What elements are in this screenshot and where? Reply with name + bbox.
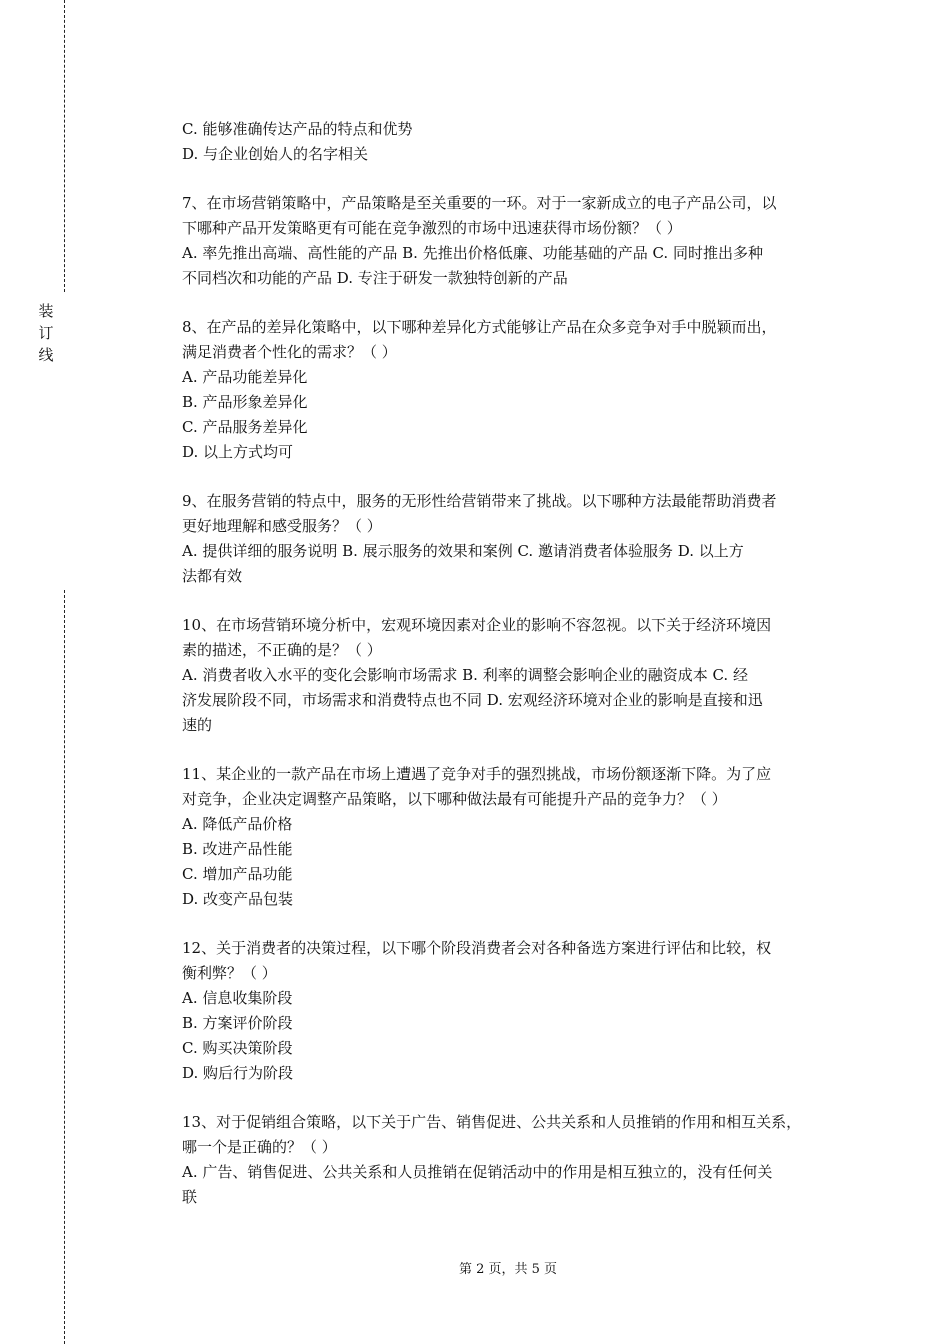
option-line: D. 以上方式均可 (182, 443, 294, 461)
option-line: A. 信息收集阶段 (182, 989, 293, 1007)
question-line: 对竞争，企业决定调整产品策略，以下哪种做法最有可能提升产品的竞争力？（ ） (182, 790, 727, 808)
question-line: 衡利弊？（ ） (182, 964, 277, 982)
option-line: C. 购买决策阶段 (182, 1039, 293, 1057)
option-line: 速的 (182, 716, 213, 734)
option-line: A. 消费者收入水平的变化会影响市场需求 B. 利率的调整会影响企业的融资成本 C. 经 (182, 666, 748, 684)
option-line: 联 (182, 1188, 198, 1206)
option-line: A. 提供详细的服务说明 B. 展示服务的效果和案例 C. 邀请消费者体验服务 D. 以上方 (182, 542, 744, 560)
question-line: 满足消费者个性化的需求？（ ） (182, 343, 397, 361)
option-line: A. 降低产品价格 (182, 815, 293, 833)
option-line: D. 改变产品包装 (182, 890, 294, 908)
binding-char: 订 (38, 324, 54, 342)
option-line: 法都有效 (182, 567, 243, 585)
option-line: A. 广告、销售促进、公共关系和人员推销在促销活动中的作用是相互独立的，没有任何关 (182, 1163, 773, 1181)
question-13 (182, 1110, 842, 1210)
question-line: 12、关于消费者的决策过程，以下哪个阶段消费者会对各种备选方案进行评估和比较，权 (182, 939, 772, 957)
question-line: 11、某企业的一款产品在市场上遭遇了竞争对手的强烈挑战，市场份额逐渐下降。为了应 (182, 765, 772, 783)
question-line: 7、在市场营销策略中，产品策略是至关重要的一环。对于一家新成立的电子产品公司，以 (182, 194, 777, 212)
option-line: C. 能够准确传达产品的特点和优势 (182, 120, 413, 138)
option-line: D. 购后行为阶段 (182, 1064, 294, 1082)
option-line: 不同档次和功能的产品 D. 专注于研发一款独特创新的产品 (182, 269, 568, 287)
option-line: C. 产品服务差异化 (182, 418, 308, 436)
option-line: A. 产品功能差异化 (182, 368, 308, 386)
question-8 (182, 315, 842, 465)
carryover-options (182, 117, 842, 167)
option-line: B. 方案评价阶段 (182, 1014, 293, 1032)
binding-line-top (64, 0, 65, 292)
question-7 (182, 191, 842, 291)
question-line: 更好地理解和感受服务？（ ） (182, 517, 382, 535)
question-12 (182, 936, 842, 1086)
option-line: B. 产品形象差异化 (182, 393, 308, 411)
option-line: D. 与企业创始人的名字相关 (182, 145, 369, 163)
option-line: B. 改进产品性能 (182, 840, 293, 858)
page-footer: 第 2 页，共 5 页 (458, 1262, 558, 1277)
question-content (182, 117, 842, 1210)
option-line: 济发展阶段不同，市场需求和消费特点也不同 D. 宏观经济环境对企业的影响是直接和迅 (182, 691, 763, 709)
binding-char: 线 (38, 346, 54, 364)
option-line: A. 率先推出高端、高性能的产品 B. 先推出价格低廉、功能基础的产品 C. 同时推出多种 (182, 244, 763, 262)
question-10 (182, 613, 842, 738)
binding-line-bottom (64, 590, 65, 1344)
question-line: 素的描述，不正确的是？（ ） (182, 641, 382, 659)
question-11 (182, 762, 842, 912)
question-line: 13、对于促销组合策略，以下关于广告、销售促进、公共关系和人员推销的作用和相互关系， (182, 1113, 802, 1131)
binding-label (36, 300, 56, 366)
question-9 (182, 489, 842, 589)
question-line: 9、在服务营销的特点中，服务的无形性给营销带来了挑战。以下哪种方法最能帮助消费者 (182, 492, 777, 510)
question-line: 下哪种产品开发策略更有可能在竞争激烈的市场中迅速获得市场份额？（ ） (182, 219, 682, 237)
question-line: 哪一个是正确的？（ ） (182, 1138, 337, 1156)
option-line: C. 增加产品功能 (182, 865, 293, 883)
question-line: 10、在市场营销环境分析中，宏观环境因素对企业的影响不容忽视。以下关于经济环境因 (182, 616, 772, 634)
binding-char: 装 (38, 302, 54, 320)
question-line: 8、在产品的差异化策略中，以下哪种差异化方式能够让产品在众多竞争对手中脱颖而出， (182, 318, 777, 336)
